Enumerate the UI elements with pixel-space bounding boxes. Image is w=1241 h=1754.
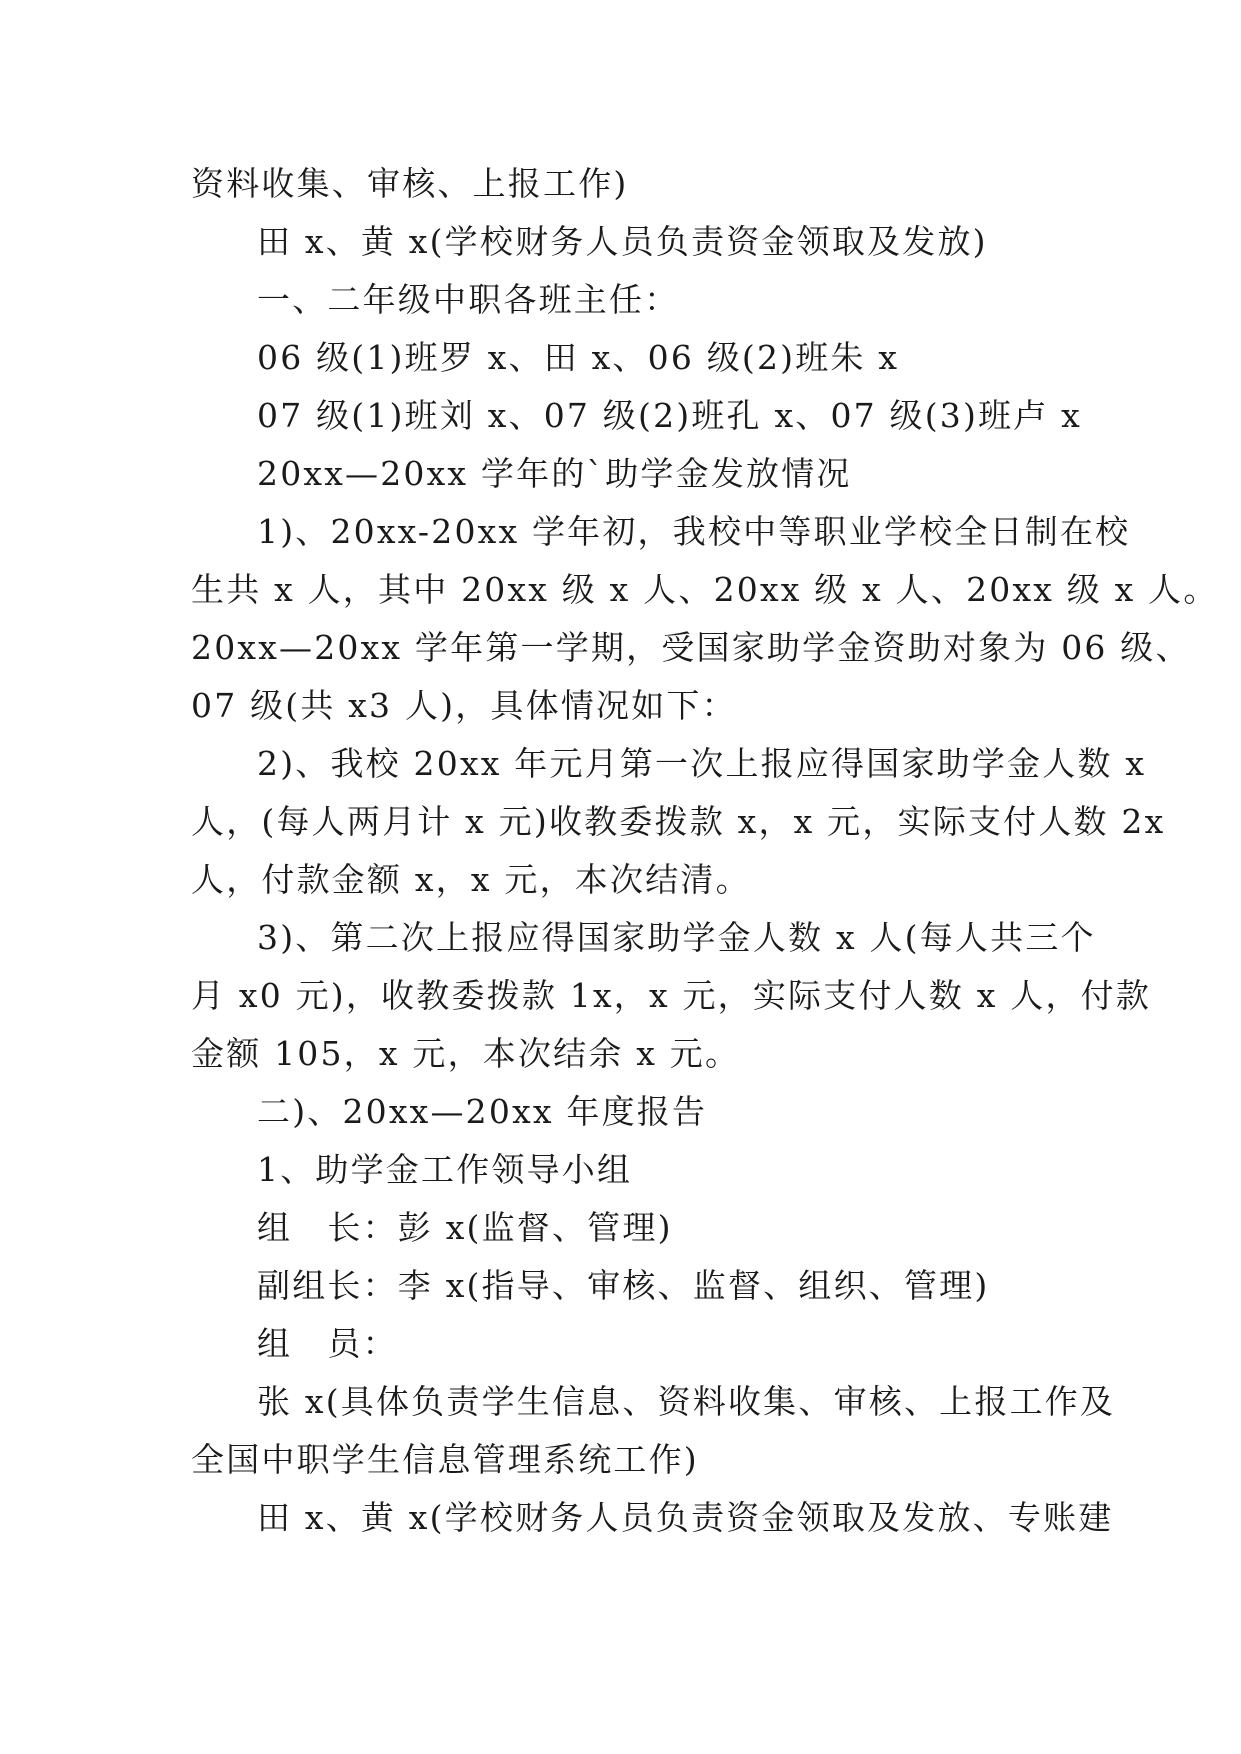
section-heading: 20xx—20xx 学年的`助学金发放情况 <box>257 454 852 493</box>
paragraph-line: 田 x、黄 x(学校财务人员负责资金领取及发放) <box>257 222 988 261</box>
section-heading: 1、助学金工作领导小组 <box>257 1150 633 1189</box>
paragraph-line: 生共 x 人，其中 20xx 级 x 人、20xx 级 x 人、20xx 级 x 人。 <box>191 570 1219 609</box>
section-heading: 一、二年级中职各班主任： <box>257 280 680 319</box>
paragraph-line: 张 x(具体负责学生信息、资料收集、审核、上报工作及 <box>257 1382 1116 1421</box>
paragraph-line: 20xx—20xx 学年第一学期，受国家助学金资助对象为 06 级、 <box>191 628 1191 667</box>
paragraph-line: 人，付款金额 x，x 元，本次结清。 <box>191 860 751 899</box>
paragraph-line: 田 x、黄 x(学校财务人员负责资金领取及发放、专账建 <box>257 1498 1114 1537</box>
paragraph-line: 07 级(共 x3 人)，具体情况如下： <box>191 686 737 725</box>
paragraph-line: 副组长：李 x(指导、审核、监督、组织、管理) <box>257 1266 990 1305</box>
paragraph-line: 07 级(1)班刘 x、07 级(2)班孔 x、07 级(3)班卢 x <box>257 396 1082 435</box>
document-body <box>191 155 1219 1547</box>
paragraph-line: 全国中职学生信息管理系统工作) <box>191 1440 699 1479</box>
paragraph-line: 3)、第二次上报应得国家助学金人数 x 人(每人共三个 <box>257 918 1096 957</box>
paragraph-line: 资料收集、审核、上报工作) <box>191 164 629 203</box>
paragraph-line: 金额 105，x 元，本次结余 x 元。 <box>191 1034 741 1073</box>
paragraph-line: 06 级(1)班罗 x、田 x、06 级(2)班朱 x <box>257 338 900 377</box>
paragraph-line: 月 x0 元)，收教委拨款 1x，x 元，实际支付人数 x 人，付款 <box>191 976 1152 1015</box>
paragraph-line: 2)、我校 20xx 年元月第一次上报应得国家助学金人数 x <box>257 744 1147 783</box>
paragraph-line: 组 员： <box>257 1324 398 1363</box>
paragraph-line: 1)、20xx-20xx 学年初，我校中等职业学校全日制在校 <box>257 512 1131 551</box>
section-heading: 二)、20xx—20xx 年度报告 <box>257 1092 708 1131</box>
paragraph-line: 组 长：彭 x(监督、管理) <box>257 1208 673 1247</box>
paragraph-line: 人，(每人两月计 x 元)收教委拨款 x，x 元，实际支付人数 2x <box>191 802 1166 841</box>
